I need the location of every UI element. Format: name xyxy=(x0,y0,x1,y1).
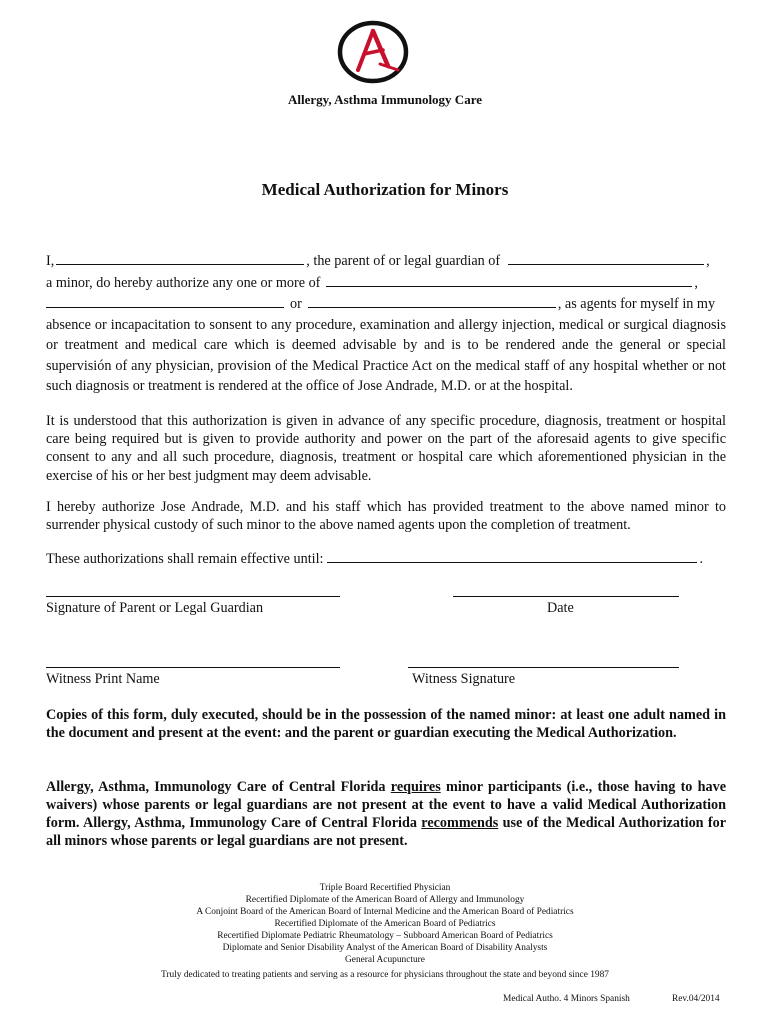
custody-paragraph: I hereby authorize Jose Andrade, M.D. and his staff which has provided treatment to the above named minor to surrender physical custody of such minor to the above named agents upon the completion of treatment. xyxy=(46,499,726,534)
i-label: I, xyxy=(46,253,55,269)
comma: , xyxy=(694,274,698,291)
credential-line: Recertified Diplomate Pediatric Rheumatology – Subboard American Board of Pediatrics xyxy=(217,931,553,941)
agent-1-field[interactable] xyxy=(326,272,692,287)
clinic-name: Allergy, Asthma Immunology Care xyxy=(287,92,483,107)
understood-paragraph: It is understood that this authorization is given in advance of any specific procedure, diagnosis, treatment or hospital care being required but is given to provide authority and power on the part of the aforesaid agents to give specific consent to any and all such procedure, diagnosis, treatment or hospital care which aforementioned physician in the exercise of his or her best judgment may deem advisable. xyxy=(46,413,726,484)
witness-print-name-field[interactable] xyxy=(46,667,340,668)
date-label: Date xyxy=(547,600,574,616)
notice-part-3: use of the Medical Authorization for all minors whose parents or legal guardians are not present. xyxy=(46,815,727,849)
credential-line: Recertified Diplomate of the American Board of Pediatrics xyxy=(274,919,496,929)
comma: , xyxy=(706,253,710,269)
minor-name-field[interactable] xyxy=(508,250,704,265)
effective-until-row xyxy=(46,548,726,570)
witness-print-name-label: Witness Print Name xyxy=(46,671,160,687)
authorization-line-3 xyxy=(46,293,726,315)
parent-name-field[interactable] xyxy=(56,250,304,265)
authorization-paragraph xyxy=(46,250,726,397)
authorization-text: absence or incapacitation to sonsent to any procedure, examination and allergy injection, medical or surgical diagnosis or treatment and medical care which is deemed advisable by and is to be rendered ande the general or special supervisión of any physician, provision of the Medical Practice Act on the medical staff of any hospital whether or not such diagnosis or treatment is rendered at the office of Jose Andrade, M.D. or at the hospital. xyxy=(46,316,726,394)
agent-3-field[interactable] xyxy=(308,293,556,308)
notice-part-2: minor participants (i.e., those having to have waivers) whose parents or legal guardians are not present at the event to have a valid Medical Authorization form. Allergy, Asthma, Immunology Care of Central Florida xyxy=(46,779,727,831)
requires-word: requires xyxy=(390,779,441,795)
revision-date: Rev.04/2014 xyxy=(672,994,720,1004)
agent-2-field[interactable] xyxy=(46,293,284,308)
witness-signature-label: Witness Signature xyxy=(412,671,516,687)
credential-line: Recertified Diplomate of the American Board of Allergy and Immunology xyxy=(245,895,525,905)
date-field[interactable] xyxy=(453,596,679,597)
agents-label: , as agents for myself in my xyxy=(557,296,716,312)
physician-credentials xyxy=(0,882,770,966)
notice-part-1: Allergy, Asthma, Immunology Care of Central Florida xyxy=(46,779,386,795)
copies-notice: Copies of this form, duly executed, should be in the possession of the named minor: at least one adult named in the document and present at the event: and the parent or guardian executing the Medical Authorization. xyxy=(46,707,726,741)
recommends-word: recommends xyxy=(421,815,499,831)
authorization-line-1 xyxy=(46,250,726,272)
parent-signature-label: Signature of Parent or Legal Guardian xyxy=(46,600,264,616)
effective-until-field[interactable] xyxy=(327,548,697,563)
credential-line: A Conjoint Board of the American Board of Internal Medicine and the American Board of Pediatrics xyxy=(196,907,574,917)
credential-line: Diplomate and Senior Disability Analyst of the American Board of Disability Analysts xyxy=(222,943,548,953)
parent-signature-field[interactable] xyxy=(46,596,340,597)
letter-a-circle-logo-icon xyxy=(336,20,410,84)
authorize-label: a minor, do hereby authorize any one or more of xyxy=(46,274,321,291)
credential-line: Triple Board Recertified Physician xyxy=(319,883,451,893)
period: . xyxy=(699,551,704,567)
dedication-line: Truly dedicated to treating patients and serving as a resource for physicians throughout the state and beyond since 1987 xyxy=(161,970,609,980)
form-name: Medical Autho. 4 Minors Spanish xyxy=(503,994,630,1004)
parent-guardian-label: , the parent of or legal guardian of xyxy=(306,253,501,269)
credential-line: General Acupuncture xyxy=(345,955,425,965)
authorization-line-2 xyxy=(46,272,726,294)
requirement-notice xyxy=(46,778,726,850)
page-title: Medical Authorization for Minors xyxy=(261,180,509,199)
witness-signature-field[interactable] xyxy=(408,667,679,668)
effective-until-label: These authorizations shall remain effective until: xyxy=(46,551,324,567)
or-label: or xyxy=(290,296,302,312)
